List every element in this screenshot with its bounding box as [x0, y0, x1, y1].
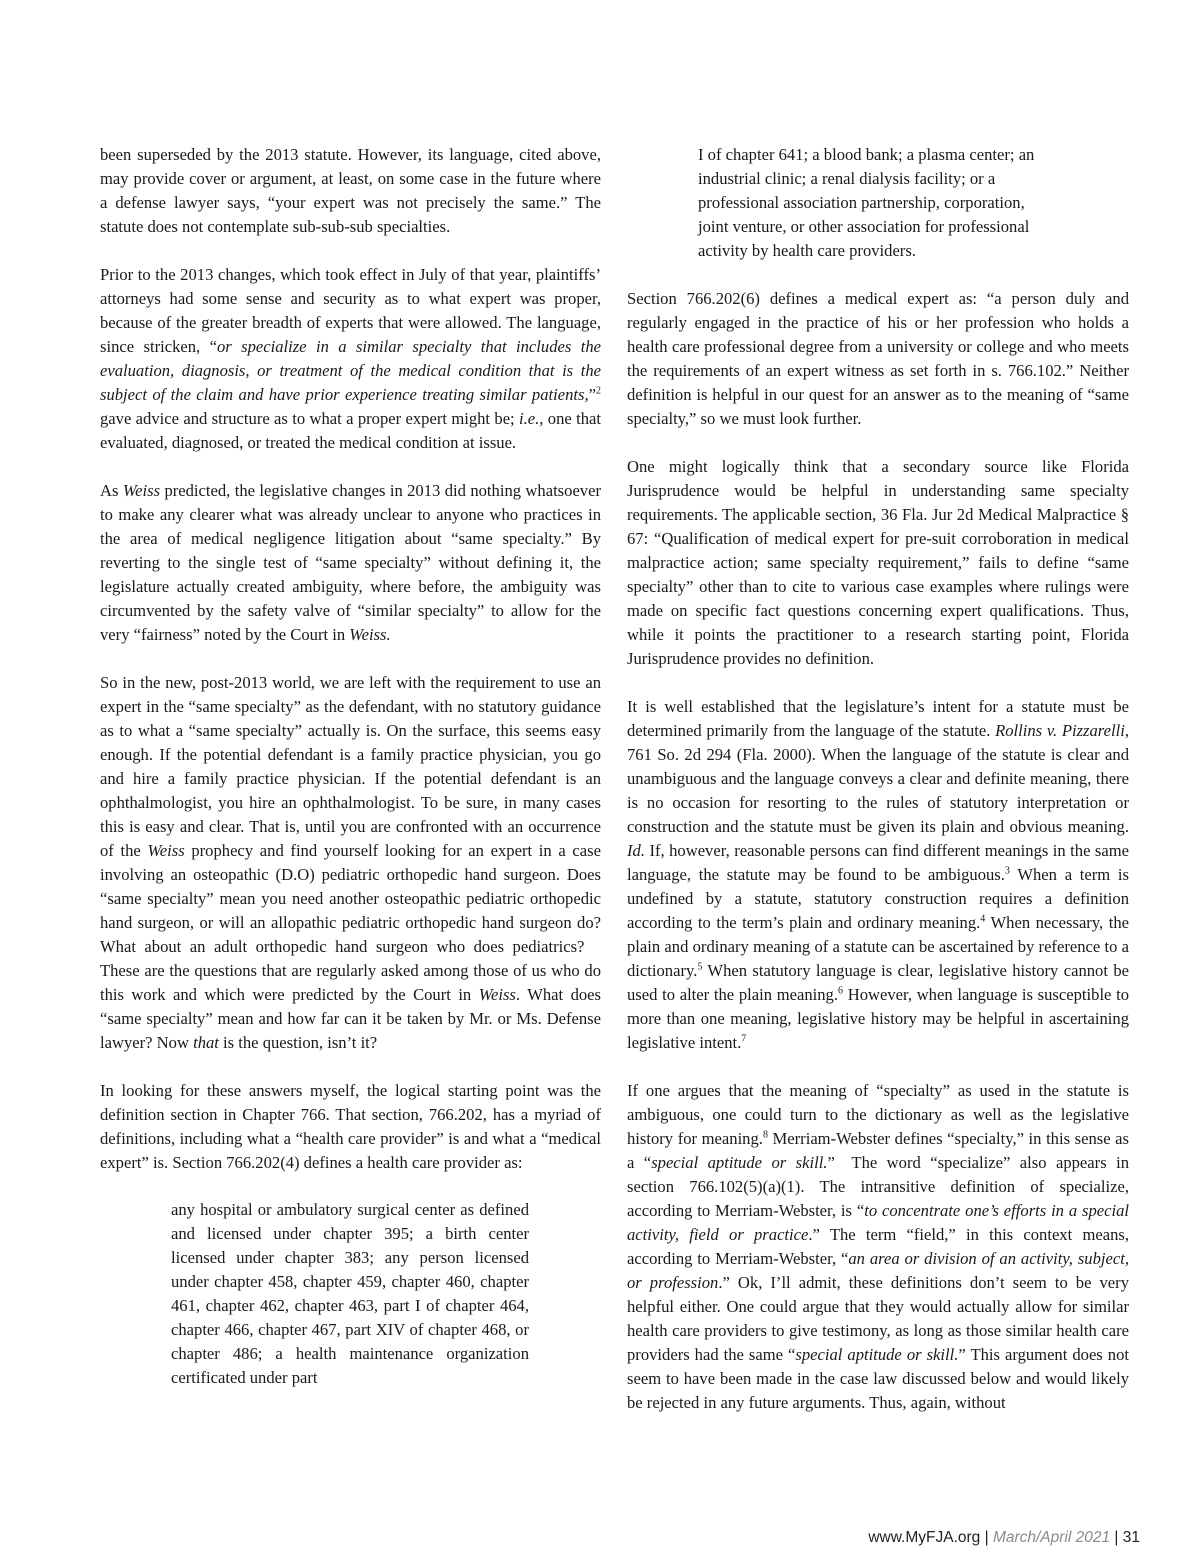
- text: However, when language is susceptible to more than one meaning, legislative history may be helpful in ascertaining legislative intent.: [627, 985, 1130, 1052]
- case-name: Rollins v. Pizzarelli: [995, 721, 1125, 740]
- text: In looking for these answers myself, the logical starting point was the definition section in Chapter 766. That section, 766.202, has a myriad of definitions, including what a “health care provider” is and what a “medical expert” is. Section 766.202(4) defines a health care provider as:: [100, 1081, 601, 1172]
- issue-date: March/April 2021: [992, 1529, 1111, 1546]
- italic-definition: special aptitude or skill.: [651, 1153, 828, 1172]
- left-column: [100, 143, 601, 1414]
- right-column: [627, 143, 1129, 1439]
- separator: |: [1110, 1529, 1123, 1546]
- text: I of chapter 641; a blood bank; a plasma center; an industrial clinic; a renal dialysis facility; or a professional association partnership, corporation, joint venture, or other association for professional activity by health care providers.: [698, 145, 1035, 260]
- text: As: [100, 481, 123, 500]
- case-name: Weiss: [478, 985, 516, 1004]
- footnote-ref: 2: [596, 385, 601, 397]
- italic-definition: to concentrate one’s efforts in a special activity, field or practice: [627, 1201, 1129, 1244]
- italic-text: i.e.,: [519, 409, 544, 428]
- text: .” The term “field,” in this context means, according to Merriam-Webster, “: [627, 1225, 1129, 1268]
- page-footer: [868, 1529, 1140, 1547]
- footnote-ref: 5: [697, 961, 703, 973]
- statute-block-quote-continued: [698, 143, 1057, 263]
- text: Section 766.202(6) defines a medical expert as: “a person duly and regularly engaged in the practice of his or her profession who holds a health care professional degree from a university or college and who meets the requirements of an expert witness as set forth in s. 766.102.” Neither definition is helpful in our quest for an answer as to the meaning of “same specialty,” so we must look further.: [627, 289, 1129, 428]
- text: It is well established that the legislature’s intent for a statute must be determined primarily from the language of the statute.: [627, 697, 1129, 740]
- footnote-ref: 7: [741, 1033, 747, 1045]
- right-paragraph-2: [627, 455, 1129, 671]
- text: , 761 So. 2d 294 (Fla. 2000). When the language of the statute is clear and unambiguous and the language conveys a clear and definite meaning, there is no occasion for resorting to the rules of statutory interpretation or construction and the statute must be given its plain and obvious meaning.: [627, 721, 1129, 836]
- text: When a term is undefined by a statute, statutory construction requires a definition according to the term’s plain and ordinary meaning.: [627, 865, 1129, 932]
- text: is the question, isn’t it?: [218, 1033, 378, 1052]
- text: If, however, reasonable persons can find different meanings in the same language, the statute may be found to be ambiguous.: [627, 841, 1129, 884]
- left-paragraph-5: [100, 1079, 601, 1175]
- text: So in the new, post-2013 world, we are left with the requirement to use an expert in the “same specialty” as the defendant, with no statutory guidance as to what a “same specialty” actually is. On the surface, this seems easy enough. If the potential defendant is a family practice physician, you go and hire a family practice physician. If the potential defendant is an ophthalmologist, you hire an ophthalmologist. To be sure, in many cases this is easy and clear. That is, until you are confronted with an occurrence of the: [100, 673, 601, 860]
- text: ” The word “specialize” also appears in section 766.102(5)(a)(1). The intransitive definition of specialize, according to Merriam-Webster, is “: [627, 1153, 1129, 1220]
- text: gave advice and structure as to what a proper expert might be;: [100, 409, 520, 428]
- italic-definition: special aptitude or skill.: [795, 1345, 959, 1364]
- text: prophecy and find yourself looking for an expert in a case involving an osteopathic (D.O) pediatric orthopedic hand surgeon. Does “same specialty” mean you need another osteopathic pediatric orthopedic hand surgeon, or will an allopathic pediatric orthopedic hand surgeon do? What about an adult orthopedic hand surgeon who does pediatrics? These are the questions that are regularly asked among those of us who do this work and which were predicted by the Court in: [100, 841, 601, 1004]
- footnote-ref: 3: [1004, 865, 1010, 877]
- right-paragraph-3: [627, 695, 1129, 1055]
- right-paragraph-1: [627, 287, 1129, 431]
- case-name: Weiss: [147, 841, 185, 860]
- footnote-ref: 8: [762, 1129, 768, 1141]
- text: . What does “same specialty” mean and how far can it be taken by Mr. or Ms. Defense lawyer? Now: [100, 985, 601, 1052]
- italic-text: that: [193, 1033, 219, 1052]
- footnote-ref: 6: [838, 985, 844, 997]
- left-paragraph-2: [100, 263, 601, 455]
- text: one that evaluated, diagnosed, or treated the medical condition at issue.: [100, 409, 602, 452]
- statute-block-quote: [171, 1198, 529, 1390]
- website-link[interactable]: www.MyFJA.org: [868, 1529, 981, 1546]
- text: been superseded by the 2013 statute. However, its language, cited above, may provide cover or argument, at least, on some case in the future where a defense lawyer says, “your expert was not precisely the same.” The statute does not contemplate sub-sub-sub specialties.: [100, 145, 601, 236]
- case-name: Weiss: [122, 481, 161, 500]
- text: ”: [588, 385, 596, 404]
- text: One might logically think that a secondary source like Florida Jurisprudence would be helpful in understanding same specialty requirements. The applicable section, 36 Fla. Jur 2d Medical Malpractice § 67: “Qualification of medical expert for pre-suit corroboration in medical malpractice action; same specialty requirement,” fails to define “same specialty” other than to cite to various case examples where rulings were made on specific fact questions concerning expert qualifications. Thus, while it points the practitioner to a research starting point, Florida Jurisprudence provides no definition.: [627, 457, 1129, 668]
- text: When statutory language is clear, legislative history cannot be used to alter the plain meaning.: [627, 961, 1129, 1004]
- text: Prior to the 2013 changes, which took effect in July of that year, plaintiffs’ attorneys had some sense and security as to what expert was proper, because of the greater breadth of experts that were allowed. The language, since stricken, “: [100, 265, 601, 356]
- text: When necessary, the plain and ordinary meaning of a statute can be ascertained by reference to a dictionary.: [627, 913, 1129, 980]
- page-number: 31: [1122, 1529, 1140, 1546]
- text: any hospital or ambulatory surgical center as defined and licensed under chapter 395; a birth center licensed under chapter 383; any person licensed under chapter 458, chapter 459, chapter 460, chapter 461, chapter 462, chapter 463, part I of chapter 464, chapter 466, chapter 467, part XIV of chapter 468, or chapter 486; a health maintenance organization certificated under part: [171, 1200, 529, 1387]
- text: Merriam-Webster defines “specialty,” in this sense as a “: [627, 1129, 1130, 1172]
- quoted-statute-text: or specialize in a similar specialty that includes the evaluation, diagnosis, or treatment of the medical condition that is the subject of the claim and have prior experience treating similar patients,: [100, 337, 601, 404]
- right-paragraph-4: [627, 1079, 1129, 1415]
- text: ” This argument does not seem to have been made in the case law discussed below and would likely be rejected in any future arguments. Thus, again, without: [627, 1345, 1129, 1412]
- italic-definition: an area or division of an activity, subject, or profession: [627, 1249, 1129, 1292]
- case-name: Weiss.: [349, 625, 391, 644]
- separator: |: [980, 1529, 993, 1546]
- text: .” Ok, I’ll admit, these definitions don’t seem to be very helpful either. One could argue that they would actually allow for similar health care providers to give testimony, as long as those similar health care providers had the same “: [627, 1273, 1129, 1364]
- left-paragraph-3: [100, 479, 601, 647]
- citation-id: Id.: [627, 841, 645, 860]
- text: If one argues that the meaning of “specialty” as used in the statute is ambiguous, one could turn to the dictionary as well as the legislative history for meaning.: [627, 1081, 1129, 1148]
- footnote-ref: 4: [980, 913, 986, 925]
- text: predicted, the legislative changes in 2013 did nothing whatsoever to make any clearer what was already unclear to anyone who practices in the area of medical negligence litigation about “same specialty.” By reverting to the single test of “same specialty” without defining it, the legislature actually created ambiguity, where before, the ambiguity was circumvented by the safety valve of “similar specialty” to allow for the very “fairness” noted by the Court in: [100, 481, 601, 644]
- left-paragraph-4: [100, 671, 601, 1055]
- left-paragraph-1: [100, 143, 601, 239]
